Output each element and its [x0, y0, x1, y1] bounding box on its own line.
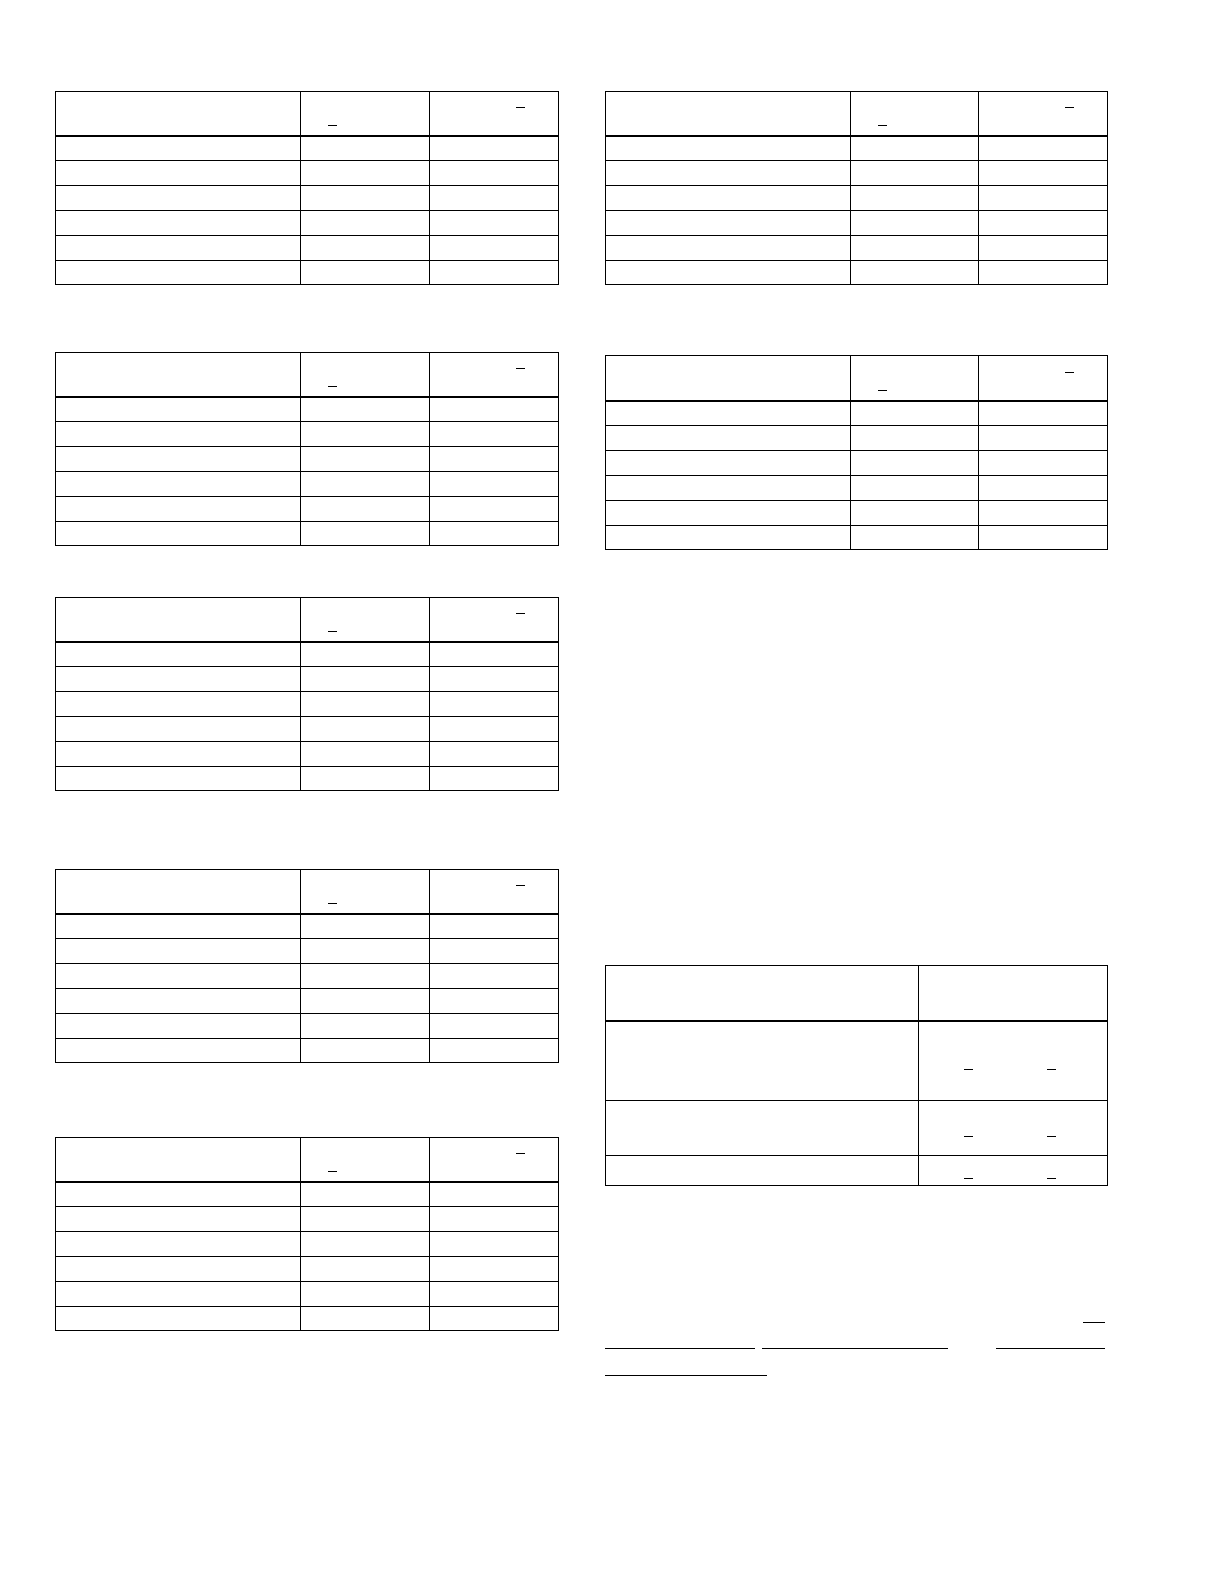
table-row: [56, 1307, 559, 1331]
table-row: [56, 522, 559, 546]
table-row: [56, 1282, 559, 1307]
table-row: [606, 401, 1108, 426]
bar-mark: [1065, 372, 1074, 373]
table-row: [56, 1014, 559, 1039]
table-row: [606, 526, 1108, 550]
table-row: [56, 989, 559, 1014]
header-cell: [301, 92, 430, 136]
header-cell: [979, 356, 1108, 401]
header-cell: [56, 353, 301, 397]
table-row: [606, 261, 1108, 285]
table-summary: [605, 965, 1108, 1186]
table-row: [56, 717, 559, 742]
header-cell: [56, 598, 301, 642]
header-cell: [301, 353, 430, 397]
table-row: [606, 1021, 1108, 1101]
bar-mark: [878, 125, 887, 126]
bar-mark: [516, 368, 525, 369]
bar-mark: [964, 1069, 973, 1070]
table-row: [56, 692, 559, 717]
table-row: [606, 136, 1108, 161]
header-cell: [301, 1138, 430, 1182]
fill-in-line[interactable]: [762, 1348, 948, 1349]
fill-in-line[interactable]: [1083, 1322, 1105, 1323]
table-row: [56, 236, 559, 261]
fill-in-line[interactable]: [996, 1348, 1105, 1349]
table-right-2: [605, 355, 1108, 550]
table-row: [56, 1232, 559, 1257]
bar-mark: [328, 903, 337, 904]
table-row: [606, 426, 1108, 451]
table-row: [606, 211, 1108, 236]
bar-mark: [328, 1171, 337, 1172]
header-cell: [606, 356, 851, 401]
table-row: [56, 422, 559, 447]
table-row: [56, 1257, 559, 1282]
table-row: [606, 501, 1108, 526]
table-row: [56, 397, 559, 422]
bar-mark: [1047, 1069, 1056, 1070]
header-cell: [430, 598, 559, 642]
bar-mark: [1047, 1178, 1056, 1179]
table-row: [606, 161, 1108, 186]
bar-mark: [964, 1178, 973, 1179]
table-row: [606, 476, 1108, 501]
table-row: [56, 767, 559, 791]
table-left-5: [55, 1137, 559, 1331]
fill-in-line[interactable]: [605, 1375, 767, 1376]
table-row: [56, 642, 559, 667]
header-cell: [851, 92, 979, 136]
table-row: [56, 742, 559, 767]
header-cell: [979, 92, 1108, 136]
table-row: [56, 497, 559, 522]
header-cell: [919, 966, 1108, 1021]
header-cell: [301, 870, 430, 914]
bar-mark: [516, 885, 525, 886]
header-cell: [430, 1138, 559, 1182]
bar-mark: [1065, 107, 1074, 108]
bar-mark: [1047, 1136, 1056, 1137]
bar-mark: [328, 631, 337, 632]
header-cell: [56, 1138, 301, 1182]
table-row: [56, 447, 559, 472]
table-row: [56, 472, 559, 497]
table-row: [606, 236, 1108, 261]
table-row: [56, 1039, 559, 1063]
bar-mark: [328, 125, 337, 126]
table-row: [56, 667, 559, 692]
header-cell: [851, 356, 979, 401]
header-cell: [301, 598, 430, 642]
header-cell: [430, 92, 559, 136]
table-row: [606, 1156, 1108, 1186]
bar-mark: [516, 1153, 525, 1154]
table-row: [56, 186, 559, 211]
table-left-2: [55, 352, 559, 546]
bar-mark: [328, 386, 337, 387]
header-cell: [56, 870, 301, 914]
header-cell: [430, 353, 559, 397]
bar-mark: [516, 613, 525, 614]
bar-mark: [964, 1136, 973, 1137]
fill-in-line[interactable]: [605, 1348, 755, 1349]
header-cell: [430, 870, 559, 914]
header-cell: [606, 966, 919, 1021]
table-row: [56, 136, 559, 161]
table-row: [56, 939, 559, 964]
table-row: [606, 451, 1108, 476]
header-cell: [606, 92, 851, 136]
table-left-4: [55, 869, 559, 1063]
table-left-1: [55, 91, 559, 285]
table-row: [56, 914, 559, 939]
table-right-1: [605, 91, 1108, 285]
table-row: [56, 261, 559, 285]
bar-mark: [516, 107, 525, 108]
table-row: [56, 964, 559, 989]
table-row: [606, 186, 1108, 211]
table-row: [606, 1101, 1108, 1156]
table-row: [56, 1182, 559, 1207]
bar-mark: [878, 390, 887, 391]
table-row: [56, 161, 559, 186]
table-row: [56, 211, 559, 236]
table-row: [56, 1207, 559, 1232]
table-left-3: [55, 597, 559, 791]
header-cell: [56, 92, 301, 136]
